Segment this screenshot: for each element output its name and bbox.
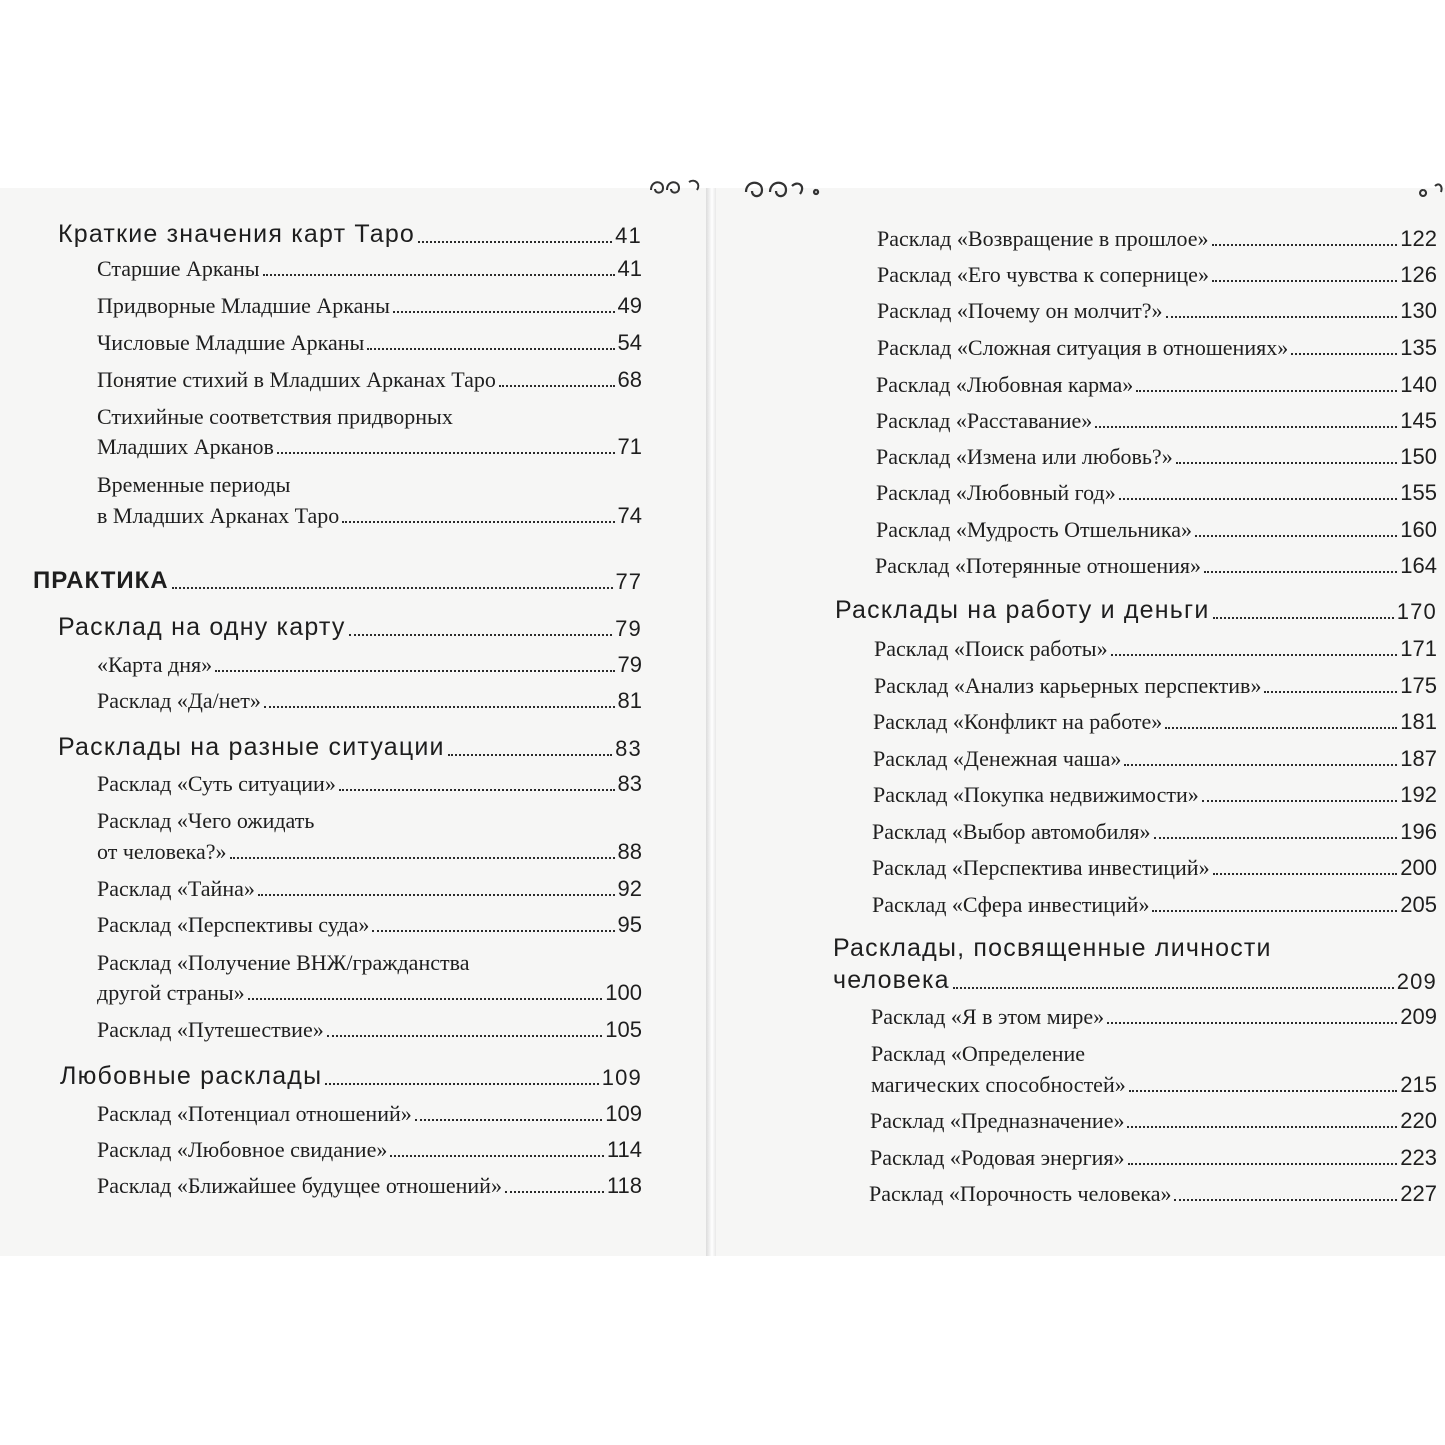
dot-leader [1111,654,1398,656]
entry-title: Расклад «Сфера инвестиций» [872,892,1150,917]
entry-title: Расклад «Почему он молчит?» [877,298,1163,323]
entry-title: Расклад «Потерянные отношения» [875,553,1202,578]
dot-leader [1213,617,1394,619]
entry-title: Расклады на работу и деньги [835,596,1210,624]
entry-title: Расклад «Любовное свидание» [97,1137,388,1162]
dot-leader [372,930,614,932]
entry-page: 192 [1400,782,1437,807]
toc-entry[interactable] [60,1064,642,1089]
toc-entry[interactable] [97,914,642,936]
toc-entry[interactable] [97,841,642,863]
dot-leader [1213,873,1398,875]
entry-title: от человека?» [97,839,227,864]
entry-title: Старшие Арканы [97,256,260,281]
toc-part[interactable] [33,569,642,593]
entry-page: 105 [605,1017,642,1042]
entry-page: 109 [601,1065,642,1090]
toc-entry[interactable] [876,446,1437,468]
entry-title: Понятие стихий в Младших Арканах Таро [97,367,496,392]
dot-leader [1291,353,1397,355]
entry-page: 71 [617,434,642,459]
left-toc [0,188,706,1256]
entry-page: 41 [617,256,642,281]
entry-page: 95 [617,912,642,937]
toc-entry[interactable] [97,505,642,527]
entry-title: Расклад «Его чувства к сопернице» [877,262,1209,287]
toc-entry[interactable] [835,598,1437,623]
swirl-ornament-icon [1415,176,1445,198]
toc-entry[interactable] [58,615,642,640]
entry-page: 100 [605,980,642,1005]
entry-page: 220 [1400,1108,1437,1133]
dot-leader [277,452,615,454]
entry-page: 77 [615,569,642,594]
entry-page: 68 [617,367,642,392]
toc-entry[interactable] [58,735,642,760]
dot-leader [1119,498,1398,500]
dot-leader [248,998,603,1000]
entry-title: «Карта дня» [97,652,213,677]
toc-entry[interactable] [97,258,642,280]
dot-leader [393,311,615,313]
dot-leader [367,348,614,350]
dot-leader [230,857,615,859]
entry-page: 205 [1400,892,1437,917]
toc-entry[interactable] [97,690,642,712]
toc-entry[interactable] [873,711,1437,733]
entry-title-line1: Временные периоды [97,472,291,497]
toc-entry[interactable] [877,337,1437,359]
toc-entry[interactable] [97,878,642,900]
entry-page: 155 [1400,480,1437,505]
toc-entry[interactable] [97,369,642,391]
toc-entry[interactable] [97,1103,642,1125]
entry-page: 122 [1400,226,1437,251]
entry-title: Расклад «Конфликт на работе» [873,709,1163,734]
toc-entry[interactable] [870,1147,1437,1169]
toc-entry[interactable] [877,228,1437,250]
entry-page: 109 [605,1101,642,1126]
entry-page: 126 [1400,262,1437,287]
entry-title: Расклад «Расставание» [876,408,1093,433]
entry-page: 88 [617,839,642,864]
entry-title: Расклад «Потенциал отношений» [97,1101,412,1126]
dot-leader [499,385,615,387]
entry-page: 150 [1400,444,1437,469]
dot-leader [349,634,613,636]
entry-title-line1: Расклад «Чего ожидать [97,808,315,833]
toc-entry[interactable] [97,332,642,354]
swirl-ornament-icon [740,176,830,202]
entry-title: Расклад «Путешествие» [97,1017,324,1042]
dot-leader [264,706,615,708]
toc-entry[interactable] [97,295,642,317]
entry-title-line1: Расклад «Определение [871,1041,1086,1066]
entry-title: в Младших Арканах Таро [97,503,340,528]
toc-entry[interactable] [833,968,1437,993]
entry-title: Расклад на одну карту [58,613,346,641]
entry-page: 171 [1400,636,1437,661]
entry-title: Расклад «Да/нет» [97,688,261,713]
entry-page: 54 [617,330,642,355]
entry-page: 135 [1400,335,1437,360]
toc-entry[interactable] [873,784,1437,806]
dot-leader [1129,1090,1398,1092]
book-gutter [706,188,716,1256]
entry-page: 130 [1400,298,1437,323]
toc-entry[interactable] [877,300,1437,322]
entry-title: Любовные расклады [60,1062,323,1090]
entry-page: 215 [1400,1072,1437,1097]
dot-leader [1095,426,1397,428]
dot-leader [1107,1022,1397,1024]
dot-leader [418,241,612,243]
entry-title: Расклад «Любовный год» [876,480,1116,505]
entry-title: Расклад «Суть ситуации» [97,771,336,796]
entry-title: Расклад «Анализ карьерных перспектив» [874,673,1262,698]
part-title: ПРАКТИКА [33,567,169,594]
dot-leader [172,587,613,589]
toc-entry[interactable] [869,1183,1437,1205]
entry-page: 49 [617,293,642,318]
entry-page: 164 [1400,553,1437,578]
toc-entry[interactable] [876,519,1437,541]
entry-page: 223 [1400,1145,1437,1170]
entry-page: 227 [1400,1181,1437,1206]
dot-leader [263,274,615,276]
toc-entry[interactable] [874,638,1437,660]
right-page [716,188,1445,1256]
toc-entry[interactable] [872,821,1437,843]
entry-title: Расклад «Поиск работы» [874,636,1108,661]
toc-entry[interactable] [97,773,642,795]
toc-entry[interactable] [874,675,1437,697]
entry-title: Расклад «Покупка недвижимости» [873,782,1199,807]
toc-entry[interactable] [872,857,1437,879]
entry-title-line1: Стихийные соответствия придворных [97,404,453,429]
dot-leader [1136,390,1397,392]
dot-leader [390,1155,604,1157]
entry-page: 200 [1400,855,1437,880]
entry-page: 209 [1396,969,1437,994]
toc-entry[interactable] [877,264,1437,286]
entry-title: Расклады на разные ситуации [58,733,445,761]
dot-leader [1124,764,1397,766]
entry-title: Краткие значения карт Таро [58,220,416,248]
dot-leader [448,754,612,756]
toc-entry[interactable] [876,482,1437,504]
entry-title: Младших Арканов [97,434,274,459]
dot-leader [325,1083,598,1085]
entry-page: 175 [1400,673,1437,698]
toc-entry[interactable] [876,374,1437,396]
dot-leader [215,670,614,672]
entry-title: Расклад «Я в этом мире» [871,1004,1105,1029]
dot-leader [1174,1199,1397,1201]
entry-title: Расклад «Выбор автомобиля» [872,819,1151,844]
dot-leader [505,1191,604,1193]
dot-leader [1154,837,1398,839]
toc-entry[interactable] [875,555,1437,577]
dot-leader [1212,244,1398,246]
entry-title: Расклад «Сложная ситуация в отношениях» [877,335,1289,360]
entry-page: 79 [615,616,642,641]
right-toc [716,188,1445,1256]
toc-entry[interactable] [97,654,642,676]
entry-title: магических способностей» [871,1072,1126,1097]
dot-leader [339,789,615,791]
entry-title: Расклад «Предназначение» [870,1108,1125,1133]
entry-page: 83 [617,771,642,796]
dot-leader [1212,280,1397,282]
entry-page: 81 [617,688,642,713]
dot-leader [1165,727,1397,729]
toc-entry[interactable] [97,982,642,1004]
entry-title-line1: Расклад «Получение ВНЖ/гражданства [97,950,470,975]
entry-title: Расклад «Тайна» [97,876,255,901]
swirl-ornament-icon [645,176,705,198]
entry-page: 74 [617,503,642,528]
toc-entry[interactable] [871,1006,1437,1028]
entry-page: 187 [1400,746,1437,771]
toc-entry[interactable] [871,1074,1437,1096]
toc-entry[interactable] [872,894,1437,916]
entry-title: Расклад «Ближайшее будущее отношений» [97,1173,502,1198]
dot-leader [1204,571,1397,573]
entry-page: 114 [606,1137,642,1162]
toc-entry[interactable] [97,1175,642,1197]
dot-leader [327,1035,603,1037]
entry-title: Числовые Младшие Арканы [97,330,365,355]
dot-leader [1127,1126,1397,1128]
entry-page: 145 [1400,408,1437,433]
dot-leader [1152,910,1397,912]
entry-page: 181 [1400,709,1437,734]
entry-page: 118 [606,1173,642,1198]
entry-page: 209 [1400,1004,1437,1029]
entry-title: Расклад «Денежная чаша» [873,746,1122,771]
dot-leader [1264,691,1397,693]
entry-title: Придворные Младшие Арканы [97,293,390,318]
dot-leader [953,987,1394,989]
toc-entry[interactable] [873,748,1437,770]
dot-leader [1202,800,1398,802]
entry-page: 140 [1400,372,1437,397]
toc-entry[interactable] [97,436,642,458]
toc-entry[interactable] [97,1139,642,1161]
dot-leader [1195,535,1397,537]
entry-title: Расклад «Измена или любовь?» [876,444,1173,469]
entry-title: другой страны» [97,980,245,1005]
toc-entry[interactable] [97,1019,642,1041]
entry-page: 83 [615,736,642,761]
dot-leader [1166,316,1398,318]
entry-page: 79 [617,652,642,677]
entry-title: Расклад «Перспективы суда» [97,912,370,937]
entry-page: 170 [1396,599,1437,624]
entry-page: 196 [1400,819,1437,844]
entry-page: 92 [617,876,642,901]
entry-page: 160 [1400,517,1437,542]
entry-title: Расклад «Порочность человека» [869,1181,1172,1206]
dot-leader [258,894,615,896]
dot-leader [1128,1163,1398,1165]
toc-entry[interactable] [58,222,642,247]
entry-title: Расклад «Родовая энергия» [870,1145,1125,1170]
entry-title: Расклад «Мудрость Отшельника» [876,517,1193,542]
entry-title: Расклад «Возвращение в прошлое» [877,226,1209,251]
entry-title-line1: Расклады, посвященные личности [833,934,1272,962]
dot-leader [1176,462,1398,464]
entry-title: Расклад «Любовная карма» [876,372,1134,397]
entry-title: Расклад «Перспектива инвестиций» [872,855,1210,880]
dot-leader [342,521,614,523]
toc-entry[interactable] [870,1110,1437,1132]
toc-entry[interactable] [876,410,1437,432]
entry-title: человека [833,966,950,994]
left-page [0,188,706,1256]
dot-leader [415,1119,603,1121]
entry-page: 41 [615,223,642,248]
